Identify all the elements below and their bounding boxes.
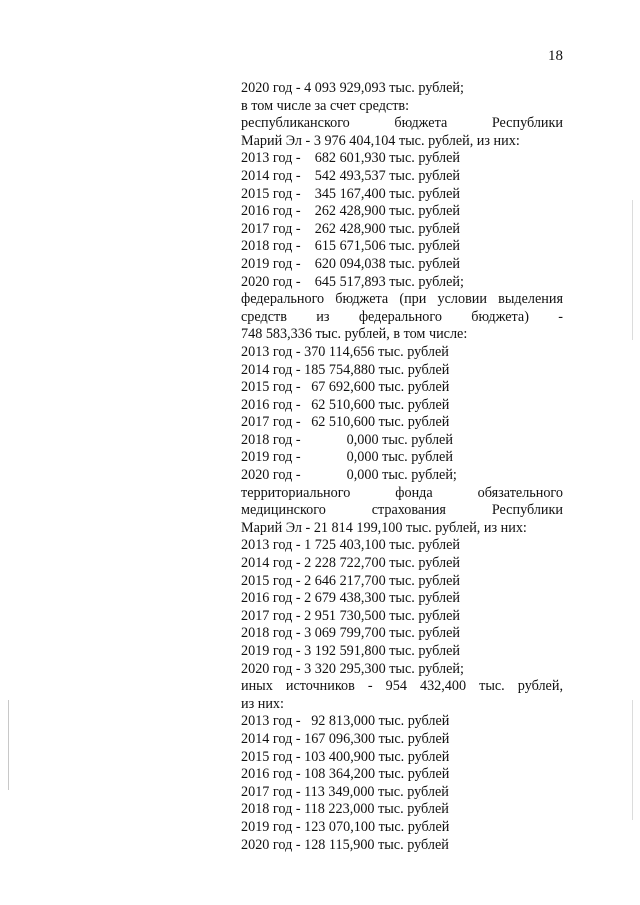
text-line: 2018 год - 118 223,000 тыс. рублей <box>241 801 449 818</box>
text-line: Марий Эл - 3 976 404,104 тыс. рублей, из них: <box>241 132 520 149</box>
text-line: 2015 год - 67 692,600 тыс. рублей <box>241 379 450 396</box>
text-line: 2020 год - 645 517,893 тыс. рублей; <box>241 273 464 290</box>
financing-text-block <box>241 80 563 854</box>
text-line: 2016 год - 262 428,900 тыс. рублей <box>241 203 461 220</box>
text-line: 2016 год - 2 679 438,300 тыс. рублей <box>241 590 461 607</box>
text-line: 2013 год - 370 114,656 тыс. рублей <box>241 343 449 360</box>
text-line: 2019 год - 0,000 тыс. рублей <box>241 449 453 466</box>
text-line: 2019 год - 3 192 591,800 тыс. рублей <box>241 643 461 659</box>
text-line: 2014 год - 542 493,537 тыс. рублей <box>241 167 461 184</box>
text-line: 2020 год - 0,000 тыс. рублей; <box>241 467 457 484</box>
text-line: республиканского бюджета Республики <box>241 115 563 132</box>
page-number: 18 <box>548 48 563 64</box>
text-line: Марий Эл - 21 814 199,100 тыс. рублей, из них: <box>241 519 527 536</box>
text-line: иных источников - 954 432,400 тыс. рублей, <box>241 678 563 695</box>
scan-edge-mark <box>632 700 633 820</box>
text-line: 2019 год - 123 070,100 тыс. рублей <box>241 818 450 835</box>
text-line: 2013 год - 682 601,930 тыс. рублей <box>241 150 461 167</box>
scan-edge-mark <box>8 700 9 790</box>
text-line: медицинского страхования Республики <box>241 502 563 519</box>
text-line: 2018 год - 0,000 тыс. рублей <box>241 431 453 448</box>
text-line: из них: <box>241 695 284 712</box>
text-line: 748 583,336 тыс. рублей, в том числе: <box>241 326 468 343</box>
text-line: 2017 год - 2 951 730,500 тыс. рублей <box>241 607 461 624</box>
text-line: 2017 год - 113 349,000 тыс. рублей <box>241 783 449 800</box>
text-line: 2017 год - 62 510,600 тыс. рублей <box>241 414 450 431</box>
text-line: 2019 год - 620 094,038 тыс. рублей <box>241 255 461 272</box>
text-line: 2014 год - 185 754,880 тыс. рублей <box>241 361 450 378</box>
text-line: 2020 год - 3 320 295,300 тыс. рублей; <box>241 660 464 677</box>
text-line: средств из федерального бюджета) - <box>241 308 563 325</box>
text-line: 2015 год - 103 400,900 тыс. рублей <box>241 748 450 765</box>
text-line: территориального фонда обязательного <box>241 484 563 501</box>
text-line: 2014 год - 167 096,300 тыс. рублей <box>241 730 450 747</box>
text-line: федерального бюджета (при условии выделения <box>241 291 563 308</box>
text-line: 2020 год - 128 115,900 тыс. рублей <box>241 836 449 853</box>
scan-edge-mark <box>632 200 633 340</box>
text-line: 2015 год - 345 167,400 тыс. рублей <box>241 185 461 202</box>
text-line: 2018 год - 3 069 799,700 тыс. рублей <box>241 625 461 642</box>
text-line: 2013 год - 1 725 403,100 тыс. рублей <box>241 537 461 554</box>
text-line: 2015 год - 2 646 217,700 тыс. рублей <box>241 572 461 589</box>
text-line: 2016 год - 108 364,200 тыс. рублей <box>241 766 450 783</box>
text-line: 2020 год - 4 093 929,093 тыс. рублей; <box>241 80 464 96</box>
text-line: 2014 год - 2 228 722,700 тыс. рублей <box>241 555 461 572</box>
text-line: 2017 год - 262 428,900 тыс. рублей <box>241 220 461 237</box>
text-line: 2013 год - 92 813,000 тыс. рублей <box>241 713 450 730</box>
text-line: 2016 год - 62 510,600 тыс. рублей <box>241 396 450 413</box>
text-line: в том числе за счет средств: <box>241 97 410 114</box>
text-line: 2018 год - 615 671,506 тыс. рублей <box>241 238 461 255</box>
